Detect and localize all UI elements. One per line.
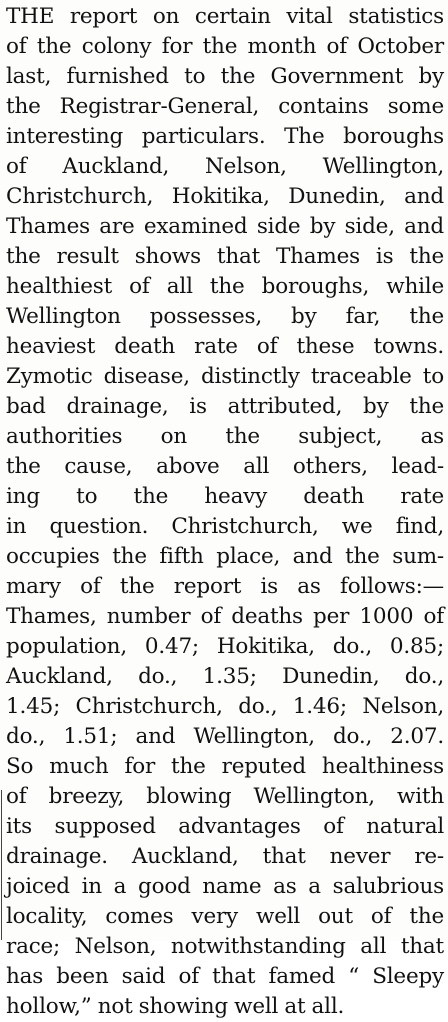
article-line: Auckland, do., 1.35; Dunedin, do., xyxy=(6,664,444,689)
article-line: race; Nelson, notwithstanding all that xyxy=(6,934,444,959)
article-line: the Registrar-General, contains some xyxy=(6,94,444,119)
article-line: last, furnished to the Government by xyxy=(6,64,444,89)
article-line: Thames are examined side by side, and xyxy=(6,214,444,239)
article-body xyxy=(6,2,444,1022)
article-line: joiced in a good name as a salubrious xyxy=(6,874,444,899)
article-line: bad drainage, is attributed, by the xyxy=(6,394,444,419)
article-line: locality, comes very well out of the xyxy=(6,904,444,929)
article-line: the cause, above all others, lead- xyxy=(6,454,444,479)
article-line: THE report on certain vital statistics xyxy=(6,4,444,29)
article-line: interesting particulars. The boroughs xyxy=(6,124,444,149)
article-line: ing to the heavy death rate xyxy=(6,484,444,509)
article-line: Zymotic disease, distinctly traceable to xyxy=(6,364,444,389)
column-rule xyxy=(1,790,2,940)
article-line: drainage. Auckland, that never re- xyxy=(6,844,444,869)
article-line: healthiest of all the boroughs, while xyxy=(6,274,444,299)
article-line: population, 0.47; Hokitika, do., 0.85; xyxy=(6,634,444,659)
article-line: heaviest death rate of these towns. xyxy=(6,334,444,359)
article-line: Wellington possesses, by far, the xyxy=(6,304,444,329)
article-line: Thames, number of deaths per 1000 of xyxy=(6,604,444,629)
article-line: authorities on the subject, as xyxy=(6,424,444,449)
article-line: mary of the report is as follows:— xyxy=(6,574,444,599)
article-line: of Auckland, Nelson, Wellington, xyxy=(6,154,444,179)
article-line: do., 1.51; and Wellington, do., 2.07. xyxy=(6,724,444,749)
article-line: Christchurch, Hokitika, Dunedin, and xyxy=(6,184,444,209)
article-line: of the colony for the month of October xyxy=(6,34,444,59)
article-line: has been said of that famed “ Sleepy xyxy=(6,964,444,989)
article-line: of breezy, blowing Wellington, with xyxy=(6,784,444,809)
article-line: its supposed advantages of natural xyxy=(6,814,444,839)
article-line: hollow,” not showing well at all. xyxy=(6,994,345,1019)
article-line: the result shows that Thames is the xyxy=(6,244,444,269)
article-line: 1.45; Christchurch, do., 1.46; Nelson, xyxy=(6,694,444,719)
article-line: occupies the fifth place, and the sum- xyxy=(6,544,444,569)
article-line: in question. Christchurch, we find, xyxy=(6,514,444,539)
article-line: So much for the reputed healthiness xyxy=(6,754,444,779)
